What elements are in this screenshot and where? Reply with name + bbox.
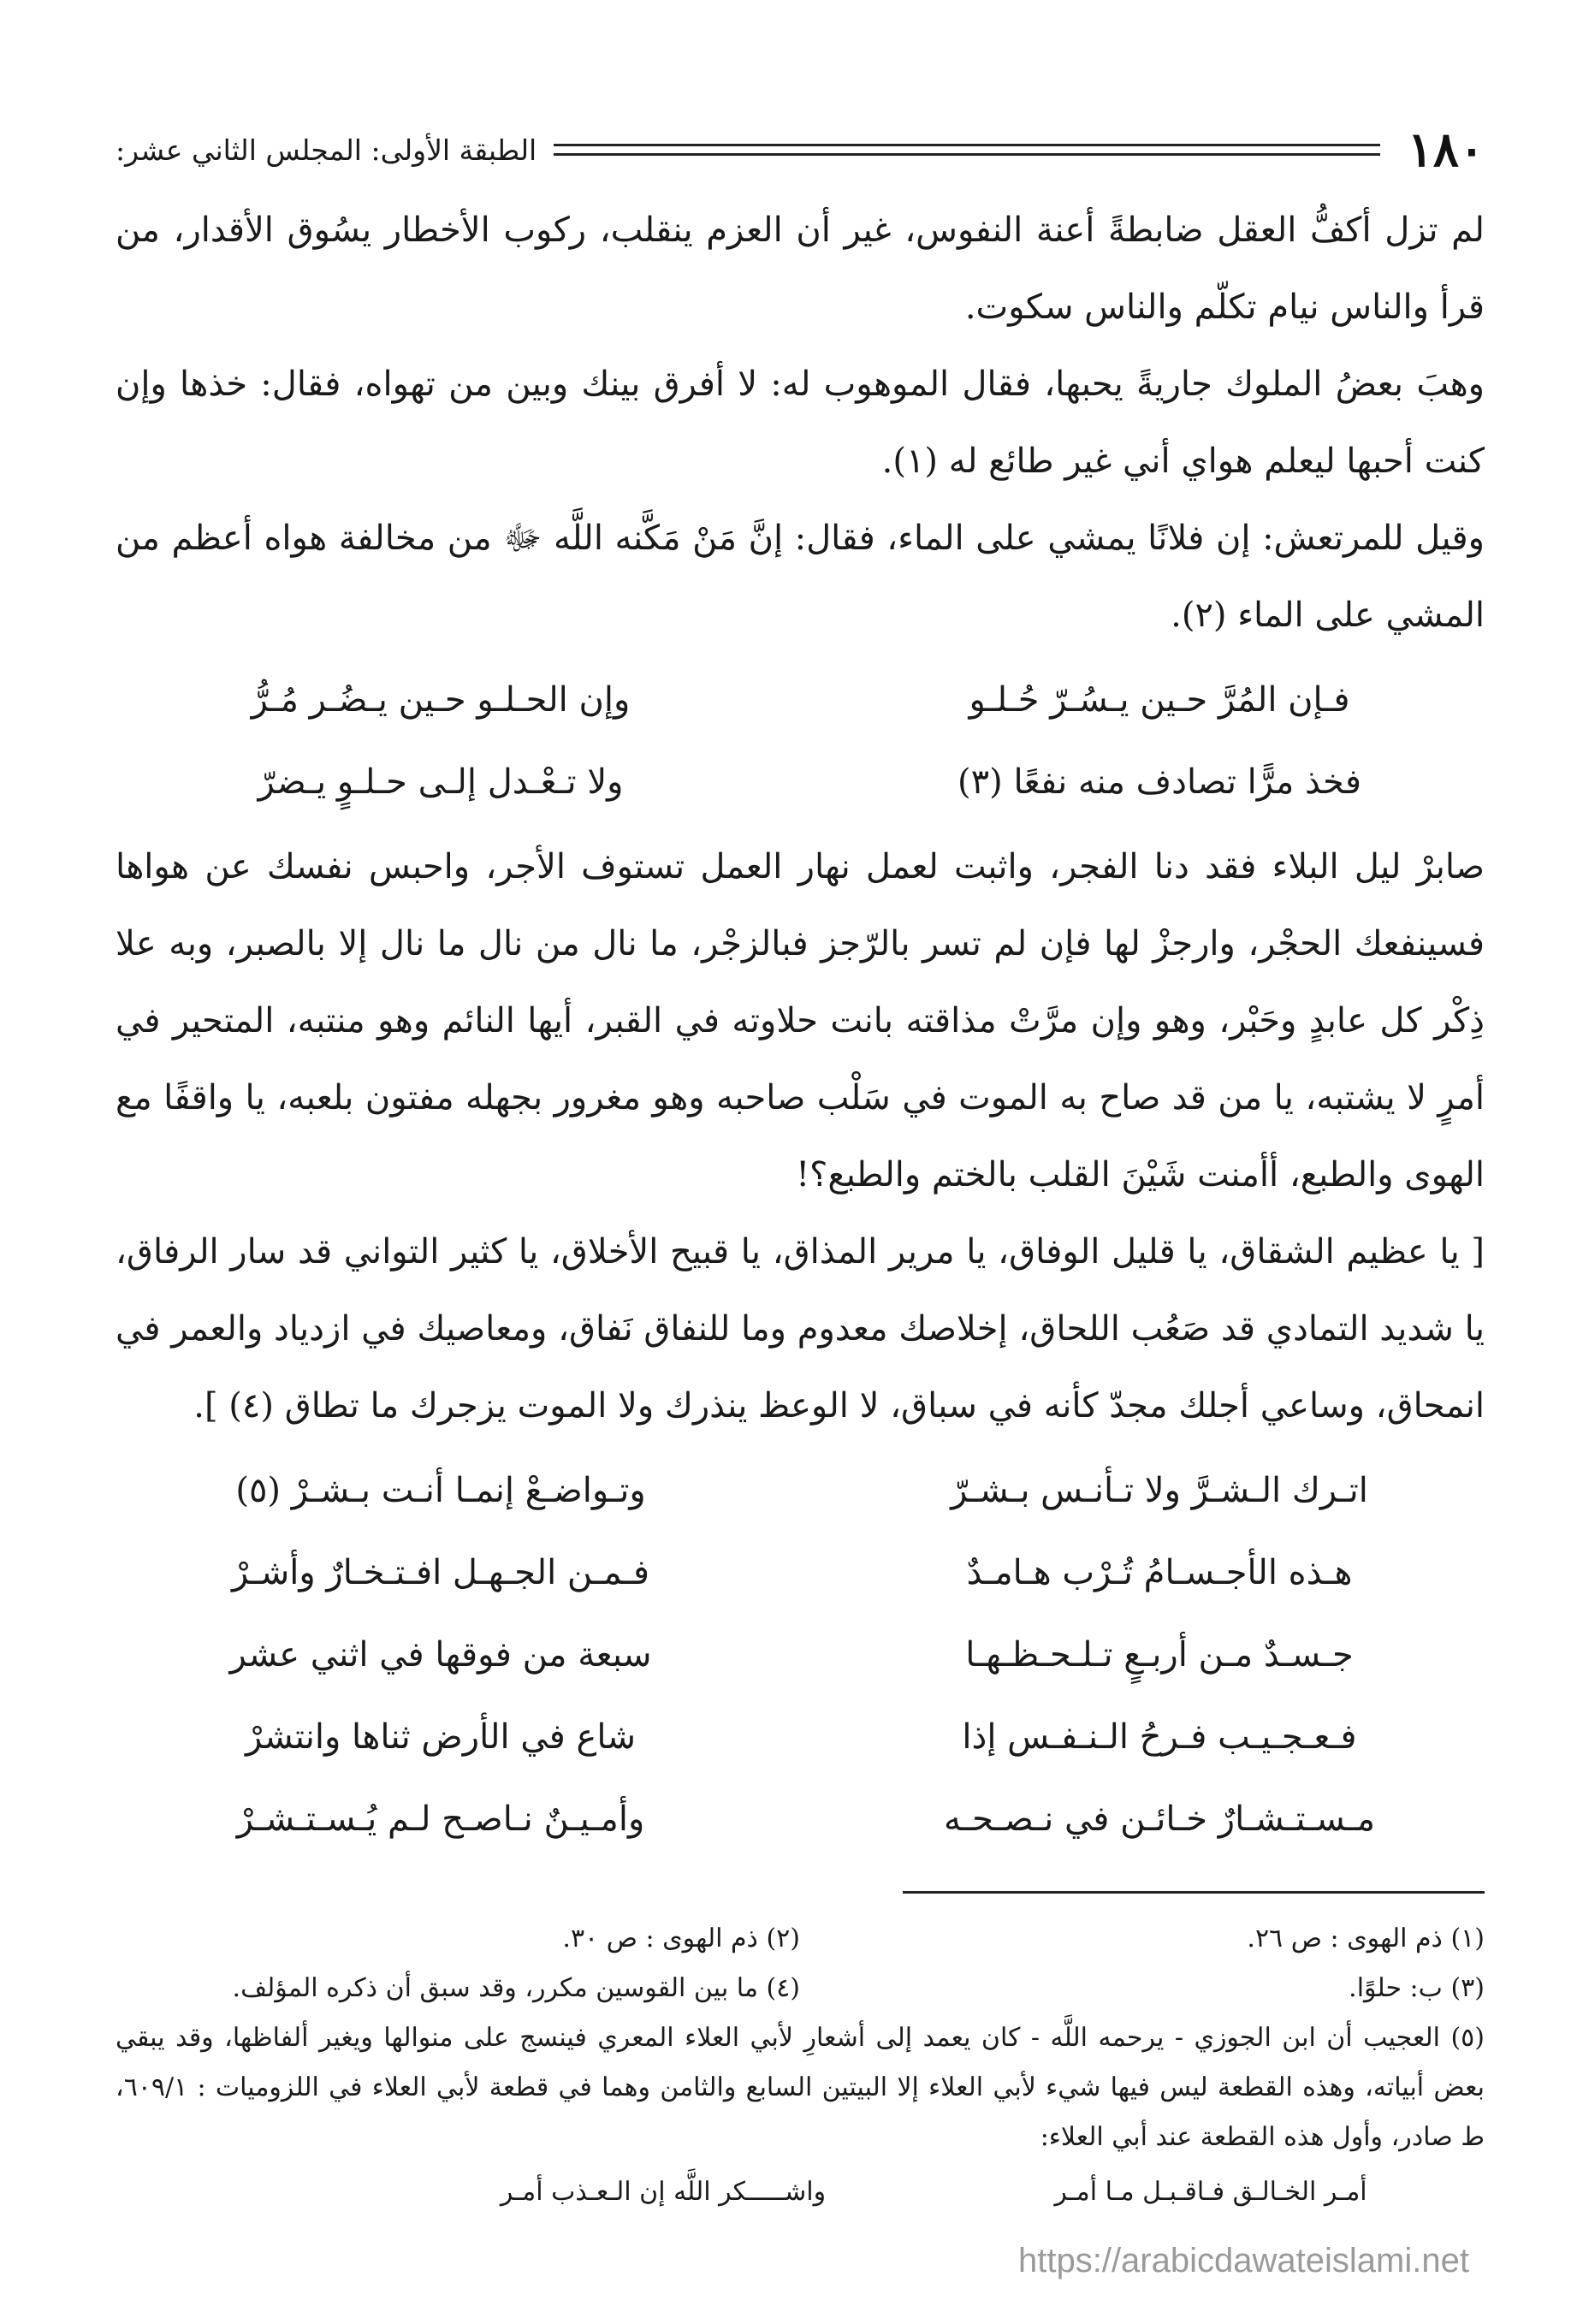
- verse-second-hemistich: شاع في الأرض ثناها وانتشرْ: [245, 1717, 637, 1757]
- paragraph: لم تزل أكفُّ العقل ضابطةً أعنة النفوس، غير أن العزم ينقلب، ركوب الأخطار يسُوق الأقدار، من قرأ والناس نيام تكلّم والناس سكوت.: [116, 210, 1485, 327]
- page-header: [116, 120, 1485, 180]
- footnote-row: [116, 1914, 1485, 1964]
- book-page: [116, 120, 1485, 2310]
- verse-first-hemistich: فـعـجـيـب فـرحُ الـنـفـس إذا: [962, 1717, 1357, 1757]
- footnote-2: (٢) ذم الهوى : ص ٣٠.: [562, 1924, 800, 1953]
- verse-line: [116, 1778, 1485, 1860]
- running-title: الطبقة الأولى: المجلس الثاني عشر:: [116, 133, 537, 167]
- verse-first-hemistich: مـسـتـشـارٌ خـائـن في نـصـحـه: [943, 1799, 1376, 1839]
- verse-line: [116, 659, 1485, 741]
- verse-second-hemistich: سبعة من فوقها في اثني عشر: [229, 1635, 652, 1675]
- verse-block: [116, 1450, 1485, 1860]
- paragraph: وقيل للمرتعش: إن فلانًا يمشي على الماء، فقال: إنَّ مَنْ مَكَّنه اللَّه ﷻ من مخالفة هواه أعظم من المشي على الماء (٢).: [116, 519, 1485, 635]
- footnote-4: (٤) ما بين القوسين مكرر، وقد سبق أن ذكره المؤلف.: [232, 1973, 800, 2003]
- footnote-verse-second-hemistich: واشـــــكر اللَّه إن الـعـذب أمـر: [500, 2177, 827, 2207]
- verse-second-hemistich: ولا تـعْـدل إلـى حـلـوٍ يـضرّ: [258, 762, 624, 802]
- footnote-verse-first-hemistich: أمـر الخـالـق فـاقـبـل مـا أمـر: [1054, 2177, 1367, 2207]
- verse-line: [116, 1696, 1485, 1778]
- verse-first-hemistich: فخذ مرًّا تصادف منه نفعًا (٣): [957, 762, 1361, 802]
- verse-first-hemistich: جـسـدٌ مـن أربـعٍ تـلـحـظـهـا: [965, 1635, 1354, 1675]
- verse-second-hemistich: وتـواضـعْ إنمـا أنـت بـشـرْ (٥): [235, 1471, 646, 1510]
- paragraph: [ يا عظيم الشقاق، يا قليل الوفاق، يا مرير المذاق، يا قبيح الأخلاق، يا كثير التواني قد سار الرفاق، يا شديد التمادي قد صَعُب اللحاق، إخلاصك معدوم وما للنفاق نَفاق، ومعاصيك في ازدياد والعمر في انمحاق، وساعي أجلك مجدّ كأنه في سباق، لا الوعظ ينذرك ولا الموت يزجرك ما تطاق (٤) ].: [116, 1232, 1485, 1426]
- footnote-3: (٣) ب: حلوًا.: [1349, 1973, 1485, 2003]
- verse-line: [116, 1614, 1485, 1696]
- footnotes: [116, 1914, 1485, 2217]
- page-number: ١٨٠: [1407, 122, 1485, 178]
- footnote-5: (٥) العجيب أن ابن الجوزي - يرحمه اللَّه - كان يعمد إلى أشعارِ لأبي العلاء المعري فينسج على منوالها ويغير ألفاظها، وقد يبقي بعض أبياته، وهذه القطعة ليس فيها شيء لأبي العلاء إلا البيتين السابع والثامن وهما في قطعة لأبي العلاء في اللزوميات : ٦٠٩/١، ط صادر، وأول هذه القطعة عند أبي العلاء:: [116, 2023, 1485, 2152]
- verse-line: [116, 741, 1485, 823]
- verse-line: [116, 1532, 1485, 1614]
- footnote-1: (١) ذم الهوى : ص ٢٦.: [1247, 1924, 1485, 1953]
- verse-first-hemistich: اتـرك الـشـرَّ ولا تـأنـس بـشـرّ: [951, 1471, 1368, 1510]
- verse-first-hemistich: هـذه الأجـسـامُ تُـرْب هـامـدٌ: [966, 1553, 1353, 1592]
- verse-line: [116, 1450, 1485, 1532]
- verse-second-hemistich: وأمـيـنٌ نـاصـح لـم يُـسـتـشـرْ: [236, 1799, 645, 1839]
- footnote-row: [116, 1964, 1485, 2013]
- paragraph: وهبَ بعضُ الملوك جاريةً يحبها، فقال الموهوب له: لا أفرق بينك وبين من تهواه، فقال: خذها وإن كنت أحبها ليعلم هواي أني غير طائع له (١).: [116, 365, 1485, 481]
- verse-second-hemistich: وإن الحـلـو حـين يـضُـر مُـرُّ: [251, 680, 631, 720]
- main-text: [116, 192, 1485, 1860]
- header-double-rule: [554, 144, 1380, 156]
- watermark-url: https://arabicdawateislami.net: [1018, 2242, 1469, 2280]
- paragraph: صابرْ ليل البلاء فقد دنا الفجر، واثبت لعمل نهار العمل تستوف الأجر، واحبس نفسك عن هواها فسينفعك الحجْر، وارجزْ لها فإن لم تسر بالرّجز فبالزجْر، ما نال من نال ما نال إلا بالصبر، وبه علا ذِكْر كل عابدٍ وحَبْر، وهو وإن مرَّتْ مذاقته بانت حلاوته في القبر، أيها النائم وهو منتبه، المتحير في أمرٍ لا يشتبه، يا من قد صاح به الموت في سَلْب صاحبه وهو مغرور بجهله مفتون بلعبه، يا واقفًا مع الهوى والطبع، أأمنت شَيْنَ القلب بالختم والطبع؟!: [116, 847, 1485, 1195]
- verse-second-hemistich: فـمـن الجـهـل افـتـخـارٌ وأشـرْ: [231, 1553, 650, 1592]
- footnote-verse: [116, 2167, 1485, 2217]
- verse-block: [116, 659, 1485, 823]
- footnote-separator: [903, 1891, 1485, 1894]
- verse-first-hemistich: فـإن المُرَّ حـين يـسُـرّ حُـلـو: [969, 680, 1350, 720]
